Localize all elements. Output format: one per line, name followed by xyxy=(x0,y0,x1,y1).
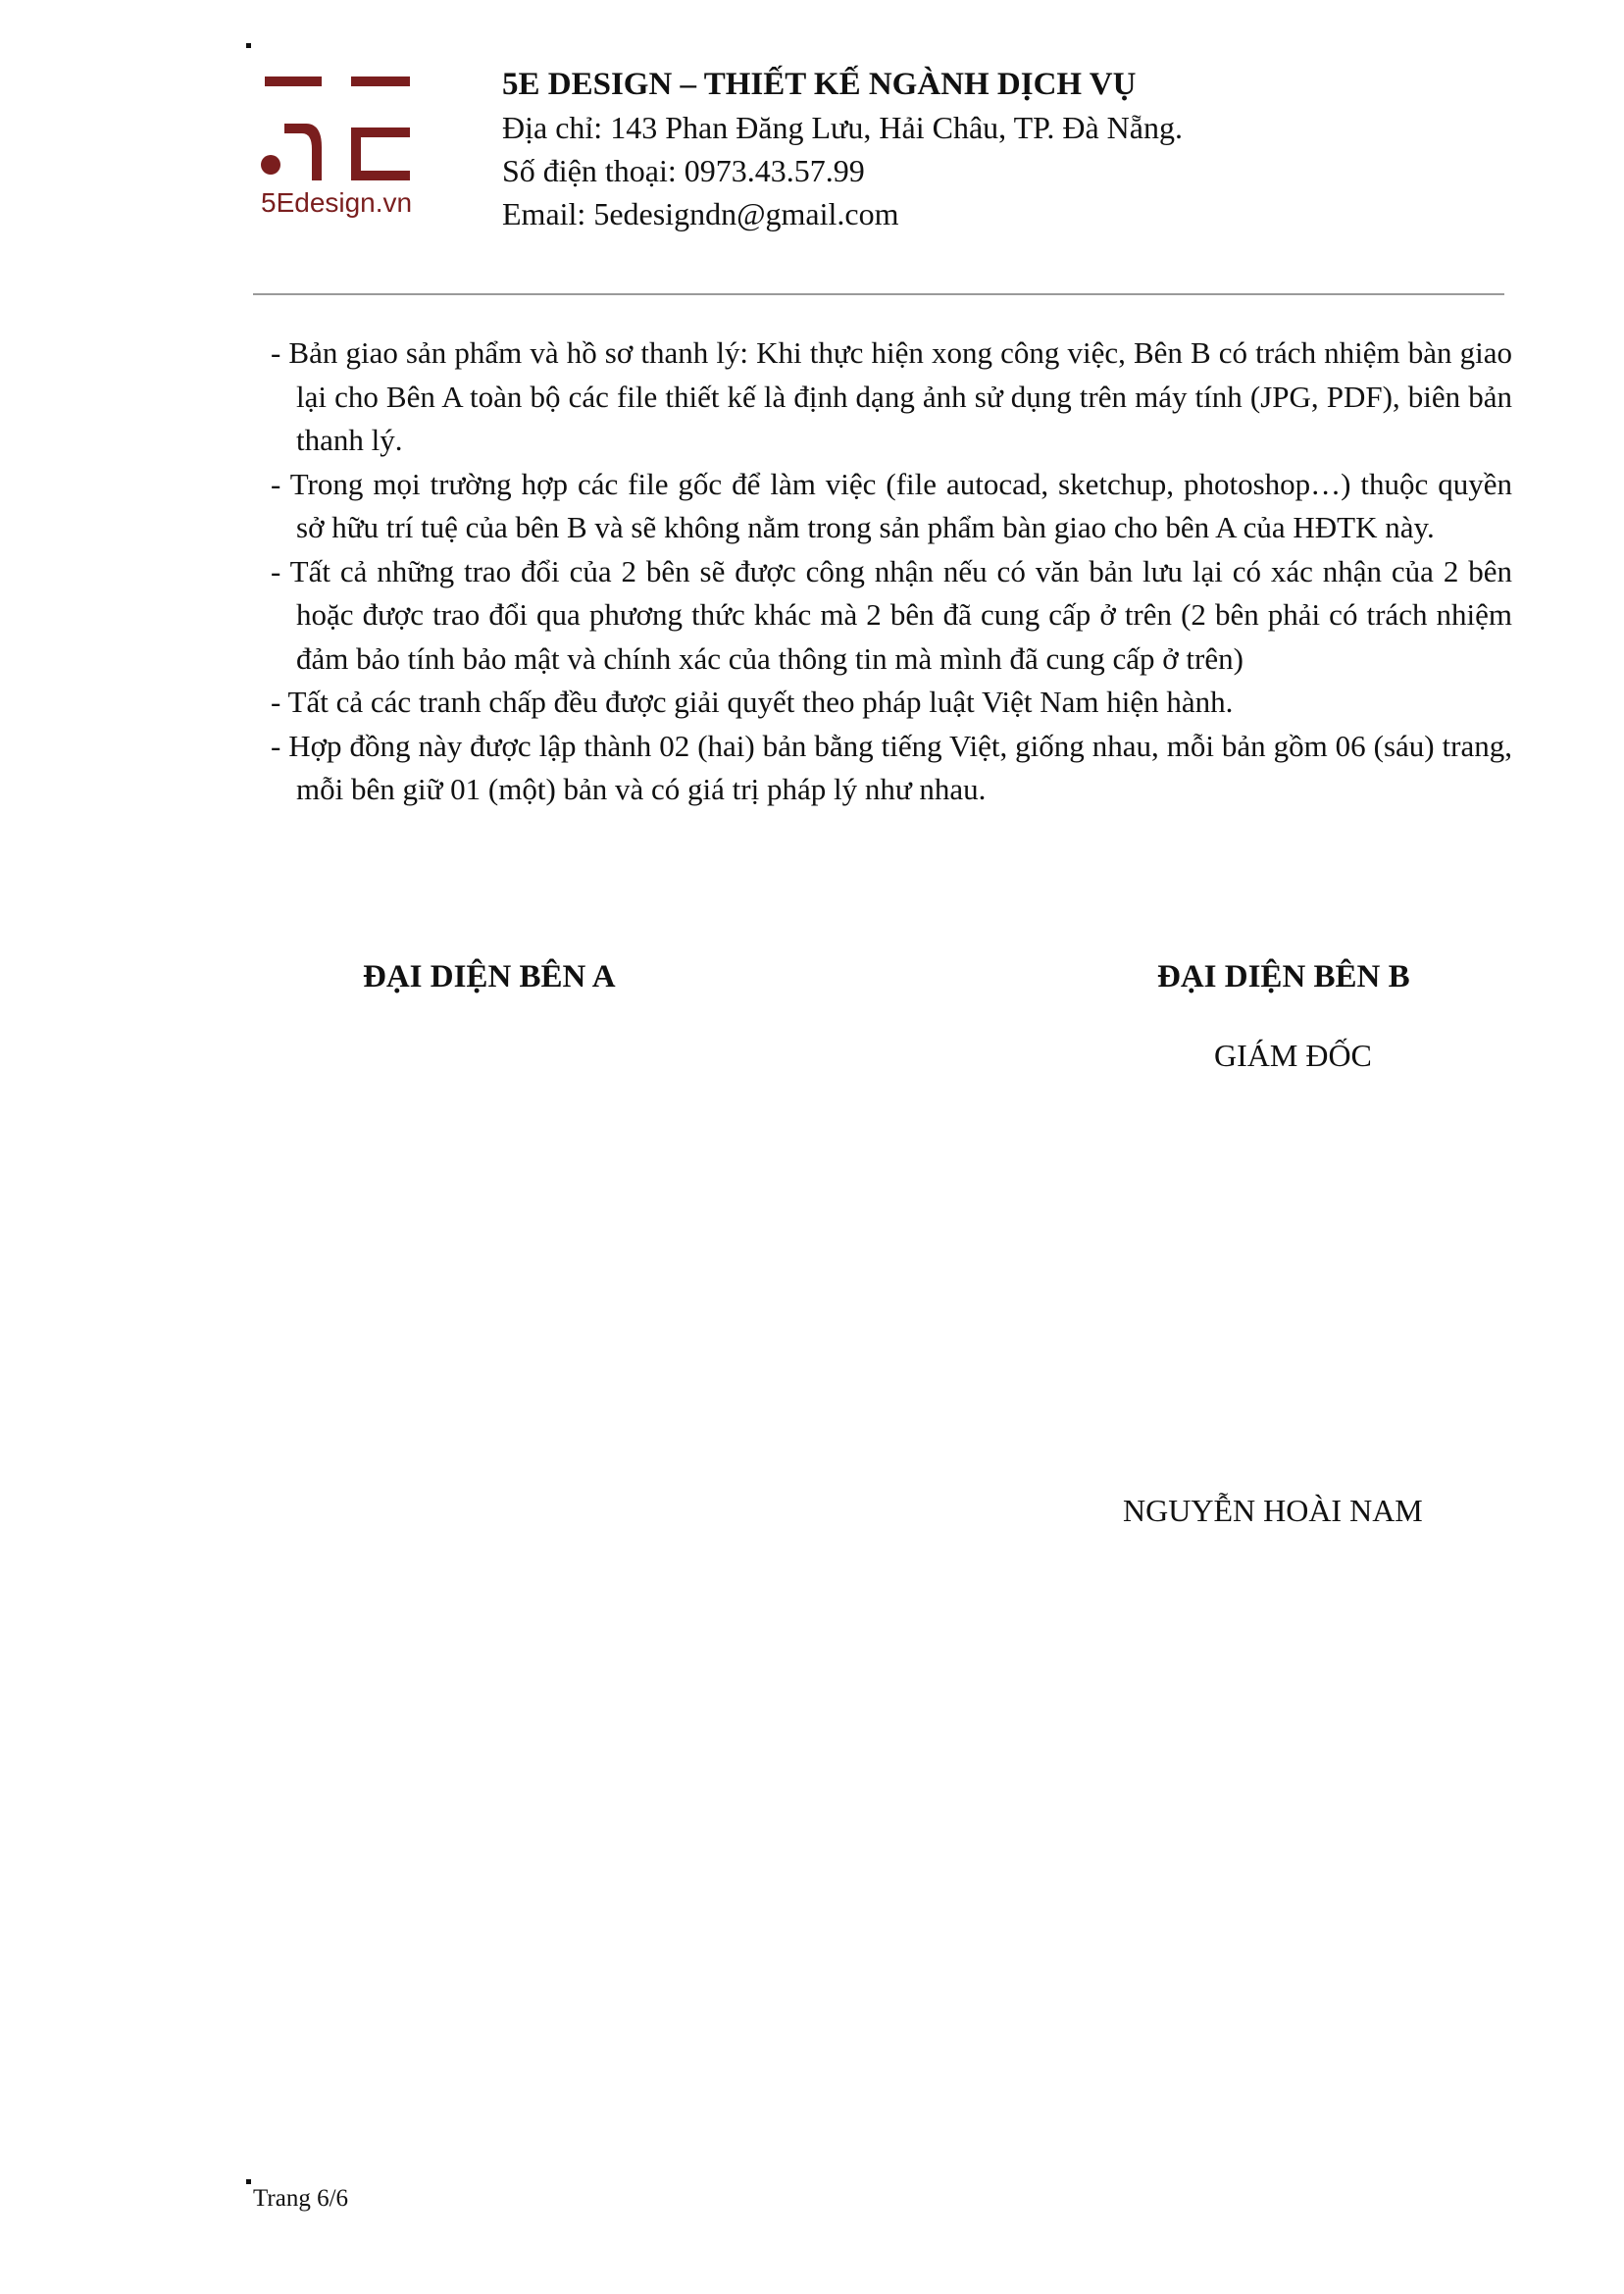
corner-mark-bottom xyxy=(246,2179,251,2184)
signature-party-a: ĐẠI DIỆN BÊN A xyxy=(363,959,616,994)
signature-party-b-title: GIÁM ĐỐC xyxy=(1214,1038,1372,1073)
company-email: Email: 5edesigndn@gmail.com xyxy=(502,196,899,231)
company-name: 5E DESIGN – THIẾT KẾ NGÀNH DỊCH VỤ xyxy=(502,67,1137,102)
company-info xyxy=(502,63,1183,235)
clause-item: - Bản giao sản phẩm và hồ sơ thanh lý: Khi thực hiện xong công việc, Bên B có trách nhiệm bàn giao lại cho Bên A toàn bộ các file thiết kế là định dạng ảnh sử dụng trên máy tính (JPG, PDF), biên bản thanh lý. xyxy=(271,335,1512,457)
contract-clauses xyxy=(271,331,1512,812)
header-divider xyxy=(253,293,1504,295)
clause-item: - Tất cả những trao đổi của 2 bên sẽ được công nhận nếu có văn bản lưu lại có xác nhận của 2 bên hoặc được trao đổi qua phương thức khác mà 2 bên đã cung cấp ở trên (2 bên phải có trách nhiệm đảm bảo tính bảo mật và chính xác của thông tin mà mình đã cung cấp ở trên) xyxy=(271,553,1512,676)
clause-item: - Trong mọi trường hợp các file gốc để làm việc (file autocad, sketchup, photoshop…) thuộc quyền sở hữu trí tuệ của bên B và sẽ không nằm trong sản phẩm bàn giao cho bên A của HĐTK này. xyxy=(271,466,1512,544)
logo-wordmark: 5Edesign.vn xyxy=(261,187,413,218)
corner-mark-top xyxy=(246,43,251,48)
clause-item: - Tất cả các tranh chấp đều được giải quyết theo pháp luật Việt Nam hiện hành. xyxy=(271,685,1234,719)
page-number: Trang 6/6 xyxy=(253,2185,349,2212)
company-phone: Số điện thoại: 0973.43.57.99 xyxy=(502,153,865,188)
signature-party-b-name: NGUYỄN HOÀI NAM xyxy=(1123,1493,1423,1528)
company-address: Địa chỉ: 143 Phan Đăng Lưu, Hải Châu, TP. Đà Nẵng. xyxy=(502,110,1183,145)
clause-item: - Hợp đồng này được lập thành 02 (hai) bản bằng tiếng Việt, giống nhau, mỗi bản gồm 06 (sáu) trang, mỗi bên giữ 01 (một) bản và có giá trị pháp lý như nhau. xyxy=(271,728,1512,806)
signature-party-b: ĐẠI DIỆN BÊN B xyxy=(1157,959,1410,994)
